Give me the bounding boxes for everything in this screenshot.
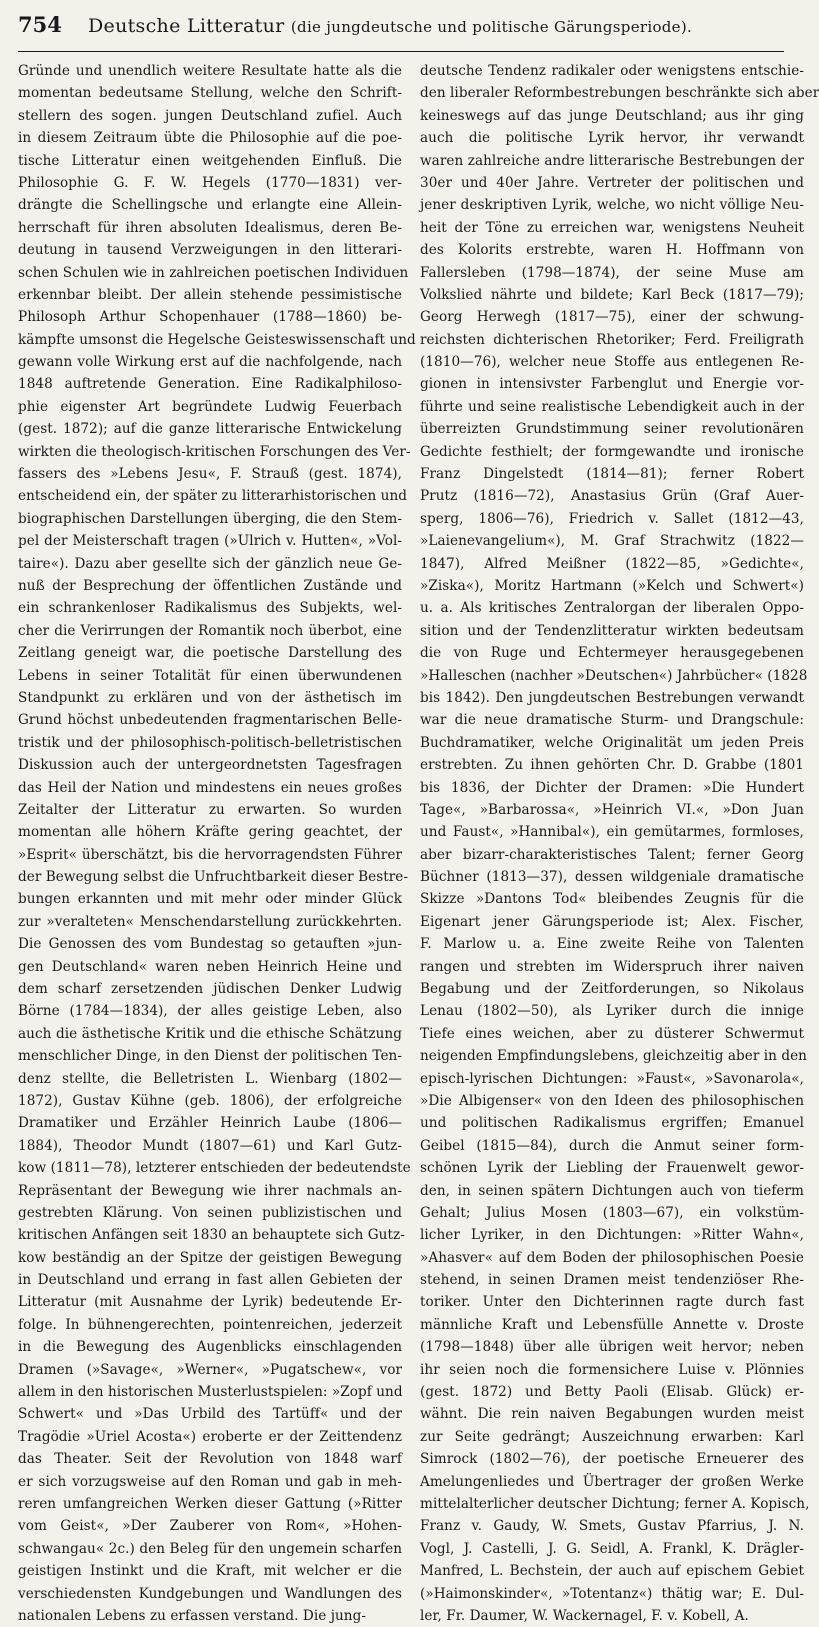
text-line: Vogl, J. Castelli, J. G. Seidl, A. Frankl, K. Drägler-: [420, 1540, 804, 1557]
text-line: schönen Lyrik der Liebling der Frauenwelt gewor-: [420, 1160, 804, 1177]
page-number: 754: [18, 12, 62, 37]
text-line: kritischen Anfängen seit 1830 an behauptete sich Gutz-: [18, 1227, 405, 1244]
running-head-subtitle: (die jungdeutsche und politische Gärungsperiode).: [290, 18, 693, 36]
text-line: war die neue dramatische Sturm- und Drangschule:: [420, 712, 804, 729]
text-line: »Halleschen (nachher »Deutschen«) Jahrbücher« (1828: [420, 667, 808, 684]
text-line: erstrebten. Zu ihnen gehörten Chr. D. Grabbe (1801: [420, 757, 804, 774]
text-line: 1872), Gustav Kühne (geb. 1806), der erfolgreiche: [18, 1092, 402, 1109]
text-line: »Laienevangelium«), M. Graf Strachwitz (1822—: [420, 533, 804, 550]
text-line: toriker. Unter den Dichterinnen ragte durch fast: [420, 1294, 804, 1311]
text-line: 1848 auftretende Generation. Eine Radikalphiloso-: [18, 376, 402, 393]
text-line: dem scharf zersetzenden jüdischen Denker Ludwig: [18, 981, 402, 998]
text-line: F. Marlow u. a. Eine zweite Reihe von Talenten: [420, 936, 804, 953]
text-line: Tragödie »Uriel Acosta«) eroberte er der Zeittendenz: [18, 1428, 402, 1445]
text-line: sperg, 1806—76), Friedrich v. Sallet (1812—43,: [420, 510, 804, 527]
text-line: Buchdramatiker, welche Originalität um jeden Preis: [420, 734, 804, 751]
text-line: momentan alle höhern Kräfte gering geachtet, der: [18, 824, 402, 841]
text-line: sition und der Tendenzlitteratur wirkten bedeutsam: [420, 622, 804, 639]
text-line: das Heil der Nation und mindestens ein neues großes: [18, 779, 402, 796]
text-line: aber bizarr-charakteristisches Talent; ferner Georg: [420, 846, 804, 863]
text-line: Franz Dingelstedt (1814—81); ferner Robert: [420, 466, 804, 483]
text-line: auch die politische Lyrik hervor, ihr verwandt: [420, 130, 804, 147]
text-line: neigenden Empfindungslebens, gleichzeitig aber in den: [420, 1048, 807, 1065]
text-line: gen Deutschland« waren neben Heinrich Heine und: [18, 958, 402, 975]
text-line: nuß der Besprechung der öffentlichen Zustände und: [18, 577, 402, 594]
text-line: (1810—76), welcher neue Stoffe aus entlegenen Re-: [420, 354, 804, 371]
text-line: Standpunkt zu erklären und von der ästhetisch im: [18, 689, 402, 706]
text-line: »Ahasver« auf dem Boden der philosophischen Poesie: [420, 1249, 804, 1266]
text-line: männliche Kraft und Lebensfülle Annette v. Droste: [420, 1316, 804, 1333]
text-line: »Esprit« überschätzt, bis die hervorragendsten Führer: [18, 846, 402, 863]
text-line: rangen und strebten im Widerspruch ihrer naiven: [420, 958, 804, 975]
text-line: phie eigenster Art begründete Ludwig Feuerbach: [18, 398, 402, 415]
text-line: den, in seinen spätern Dichtungen auch von tieferm: [420, 1182, 804, 1199]
text-line: gionen in intensivster Farbenglut und Energie vor-: [420, 376, 804, 393]
text-line: (gest. 1872); auf die ganze litterarische Entwickelung: [18, 421, 402, 438]
text-line: kämpfte umsonst die Hegelsche Geisteswissenschaft und: [18, 331, 416, 348]
text-line: verschiedensten Kundgebungen und Wandlungen des: [18, 1585, 402, 1602]
text-line: führte und seine realistische Lebendigkeit auch in der: [420, 398, 804, 415]
text-line: entscheidend ein, der später zu litterarhistorischen und: [18, 488, 408, 505]
text-line: Simrock (1802—76), der poetische Erneuerer des: [420, 1451, 804, 1468]
text-line: schen Schulen wie in zahlreichen poetischen Individuen: [18, 264, 409, 281]
text-line: Büchner (1813—37), dessen wildgeniale dramatische: [420, 869, 804, 886]
page-header: [18, 12, 784, 52]
text-line: Philosophie G. F. W. Hegels (1770—1831) ver-: [18, 174, 402, 191]
text-line: gestrebten Klärung. Von seinen publizistischen und: [18, 1204, 402, 1221]
text-line: Skizze »Dantons Tod« bleibendes Zeugnis für die: [420, 891, 804, 908]
text-line: Schwert« und »Das Urbild des Tartüff« und der: [18, 1406, 402, 1423]
left-column: [18, 60, 416, 1624]
text-line: pel der Meisterschaft tragen (»Ulrich v. Hutten«, »Vol-: [18, 533, 402, 550]
text-line: (gest. 1872) und Betty Paoli (Elisab. Glück) er-: [420, 1384, 804, 1401]
text-line: Fallersleben (1798—1874), der seine Muse am: [420, 264, 804, 281]
text-line: tische Litteratur einen weitgehenden Einfluß. Die: [18, 152, 402, 169]
text-line: Geibel (1815—84), durch die Anmut seiner form-: [420, 1137, 804, 1154]
text-line: zur Seite gedrängt; Auszeichnung erwarben: Karl: [420, 1428, 804, 1445]
text-line: Dramatiker und Erzähler Heinrich Laube (1806—: [18, 1115, 402, 1132]
text-line: tristik und der philosophisch-politisch-belletristischen: [18, 734, 402, 751]
text-line: Tiefe eines weichen, aber zu düsterer Schwermut: [420, 1025, 804, 1042]
text-line: wirkten die theologisch-kritischen Forschungen des Ver-: [18, 443, 411, 460]
text-line: menschlicher Dinge, in den Dienst der politischen Ten-: [18, 1048, 402, 1065]
text-line: taire«). Dazu aber gesellte sich der gänzlich neue Ge-: [18, 555, 402, 572]
text-line: 1884), Theodor Mundt (1807—61) und Karl Gutz-: [18, 1137, 402, 1154]
text-line: u. a. Als kritisches Zentralorgan der liberalen Oppo-: [420, 600, 804, 617]
text-line: Manfred, L. Bechstein, der auch auf epischem Gebiet: [420, 1563, 804, 1580]
text-line: fassers des »Lebens Jesu«, F. Strauß (gest. 1874),: [18, 466, 402, 483]
text-line: biographischen Darstellungen überging, die den Stem-: [18, 510, 402, 527]
text-line: Zeitlang geneigt war, die poetische Darstellung des: [18, 645, 402, 662]
text-line: Grund höchst unbedeutenden fragmentarischen Belle-: [18, 712, 402, 729]
text-line: »Die Albigenser« von den Ideen des philosophischen: [420, 1092, 804, 1109]
text-line: Börne (1784—1834), der alles geistige Leben, also: [18, 1003, 402, 1020]
text-line: Diskussion auch der untergeordnetsten Tagesfragen: [18, 757, 402, 774]
text-line: (»Haimonskinder«, »Totentanz«) thätig war; E. Dul-: [420, 1585, 804, 1602]
text-line: überreizten Grundstimmung seiner revolutionären: [420, 421, 804, 438]
text-line: Die Genossen des vom Bundestag so getauften »jun-: [18, 936, 402, 953]
running-head: [88, 15, 784, 37]
text-line: bis 1842). Den jungdeutschen Bestrebungen verwandt: [420, 689, 804, 706]
text-line: ein schrankenloser Radikalismus des Subjekts, wel-: [18, 600, 402, 617]
text-line: des Kolorits erstrebte, waren H. Hoffmann von: [420, 242, 804, 259]
text-line: Gedichte festhielt; der formgewandte und ironische: [420, 443, 804, 460]
text-line: Volkslied nährte und bildete; Karl Beck (1817—79);: [420, 286, 804, 303]
text-line: ler, Fr. Daumer, W. Wackernagel, F. v. Kobell, A.: [420, 1607, 749, 1624]
text-line: Eigenart jener Gärungsperiode ist; Alex. Fischer,: [420, 913, 804, 930]
text-line: allem in den historischen Musterlustspielen: »Zopf und: [18, 1384, 403, 1401]
text-line: Zeitalter der Litteratur zu erwarten. So wurden: [18, 801, 402, 818]
text-line: drängte die Schellingsche und erlangte eine Allein-: [18, 197, 402, 214]
text-line: erkennbar bleibt. Der allein stehende pessimistische: [18, 286, 402, 303]
text-line: (1798—1848) über alle übrigen weit hervor; neben: [420, 1339, 804, 1356]
text-line: reren umfangreichen Werken dieser Gattung (»Ritter: [18, 1496, 402, 1512]
text-line: Philosoph Arthur Schopenhauer (1788—1860) be-: [18, 309, 402, 326]
text-line: herrschaft für ihren absoluten Idealismus, deren Be-: [18, 219, 402, 236]
running-head-title: Deutsche Litteratur: [88, 15, 285, 37]
text-line: wähnt. Die rein naiven Begabungen wurden meist: [420, 1406, 804, 1423]
text-line: das Theater. Seit der Revolution von 1848 warf: [18, 1451, 402, 1468]
text-line: stellern des sogen. jungen Deutschland zufiel. Auch: [18, 107, 402, 124]
text-line: Amelungenliedes und Übertrager der großen Werke: [420, 1473, 804, 1490]
text-line: reichsten dichterischen Rhetoriker; Ferd. Freiligrath: [420, 331, 804, 348]
text-line: in diesem Zeitraum übte die Philosophie auf die poe-: [18, 130, 402, 147]
text-line: heit der Töne zu erreichen war, wenigstens Neuheit: [420, 219, 804, 236]
text-line: cher die Verirrungen der Romantik noch überbot, eine: [18, 622, 402, 639]
text-line: vom Geist«, »Der Zauberer von Rom«, »Hohen-: [18, 1518, 402, 1535]
text-line: den liberaler Reformbestrebungen beschränkte sich aber: [420, 85, 819, 102]
text-line: gewann volle Wirkung erst auf die nachfolgende, nach: [18, 354, 402, 371]
text-line: in die Bewegung des Augenblicks einschlagenden: [18, 1339, 402, 1356]
text-line: die von Ruge und Echtermeyer herausgegebenen: [420, 645, 804, 662]
text-line: Gehalt; Julius Mosen (1803—67), ein volkstüm-: [420, 1204, 804, 1221]
text-line: keineswegs auf das junge Deutschland; aus ihr ging: [420, 107, 804, 124]
text-line: episch-lyrischen Dichtungen: »Faust«, »Savonarola«,: [420, 1070, 804, 1087]
text-line: 30er und 40er Jahre. Vertreter der politischen und: [420, 174, 804, 191]
text-columns: [18, 60, 819, 1624]
text-line: schwangau« 2c.) den Beleg für den ungemein scharfen: [18, 1540, 402, 1557]
text-line: ihr seien noch die formensichere Luise v. Plönnies: [420, 1361, 804, 1378]
text-line: Lebens in seiner Totalität für einen überwundenen: [18, 667, 402, 684]
text-line: geistigen Instinkt und die Kraft, mit welcher er die: [18, 1563, 402, 1580]
text-line: zur »veralteten« Menschendarstellung zurückkehrten.: [18, 913, 402, 930]
text-line: deutung in tausend Verzweigungen in den litterari-: [18, 242, 402, 259]
text-line: er sich vorzugsweise auf den Roman und gab in meh-: [18, 1473, 402, 1490]
text-line: folge. In bühnengerechten, pointenreichen, jederzeit: [18, 1316, 402, 1333]
text-line: Gründe und unendlich weitere Resultate hatte als die: [18, 63, 402, 79]
text-line: »Ziska«), Moritz Hartmann (»Kelch und Schwert«): [420, 577, 804, 594]
text-line: und Faust«, »Hannibal«), ein gemütarmes, formloses,: [420, 824, 804, 841]
text-line: denz stellte, die Belletristen L. Wienbarg (1802—: [18, 1070, 402, 1087]
text-line: Litteratur (mit Ausnahme der Lyrik) bedeutende Er-: [18, 1294, 402, 1311]
text-line: nationalen Lebens zu erfassen verstand. Die jung-: [18, 1607, 366, 1624]
text-line: Dramen (»Savage«, »Werner«, »Pugatschew«, vor: [18, 1361, 402, 1378]
text-line: Lenau (1802—50), als Lyriker durch die innige: [420, 1003, 804, 1020]
text-line: bungen erkannten und mit mehr oder minder Glück: [18, 891, 402, 908]
text-line: und politischen Radikalismus ergriffen; Emanuel: [420, 1115, 804, 1132]
text-line: licher Lyriker, in den Dichtungen: »Ritter Wahn«,: [420, 1227, 804, 1244]
text-line: auch die ästhetische Kritik und die ethische Schätzung: [18, 1025, 402, 1042]
text-line: Georg Herwegh (1817—75), einer der schwung-: [420, 309, 804, 326]
text-line: in Deutschland und errang in fast allen Gebieten der: [18, 1272, 402, 1289]
text-line: stehend, in seinen Dramen meist tendenziöser Rhe-: [420, 1272, 804, 1289]
text-line: bis 1836, der Dichter der Dramen: »Die Hundert: [420, 779, 804, 796]
text-line: Tage«, »Barbarossa«, »Heinrich VI.«, »Don Juan: [420, 801, 804, 818]
text-line: jener deskriptiven Lyrik, welche, wo nicht völlige Neu-: [420, 197, 804, 214]
text-line: momentan bedeutsame Stellung, welche den Schrift-: [18, 85, 402, 102]
text-line: Repräsentant der Bewegung wie ihrer nachmals an-: [18, 1182, 402, 1199]
text-line: kow beständig an der Spitze der geistigen Bewegung: [18, 1249, 402, 1266]
text-line: Begabung und der Zeitforderungen, so Nikolaus: [420, 981, 804, 998]
text-line: 1847), Alfred Meißner (1822—85, »Gedichte«,: [420, 555, 804, 572]
text-line: Prutz (1816—72), Anastasius Grün (Graf Auer-: [420, 488, 804, 505]
text-line: der Bewegung selbst die Unfruchtbarkeit dieser Bestre-: [18, 869, 409, 886]
text-line: mittelalterlicher deutscher Dichtung; ferner A. Kopisch,: [420, 1496, 810, 1512]
right-column: [418, 60, 819, 1624]
text-line: waren zahlreiche andre litterarische Bestrebungen der: [420, 152, 804, 169]
text-line: deutsche Tendenz radikaler oder wenigstens entschie-: [420, 63, 804, 79]
text-line: kow (1811—78), letzterer entschieden der bedeutendste: [18, 1160, 411, 1177]
text-line: Franz v. Gaudy, W. Smets, Gustav Pfarrius, J. N.: [420, 1518, 804, 1535]
